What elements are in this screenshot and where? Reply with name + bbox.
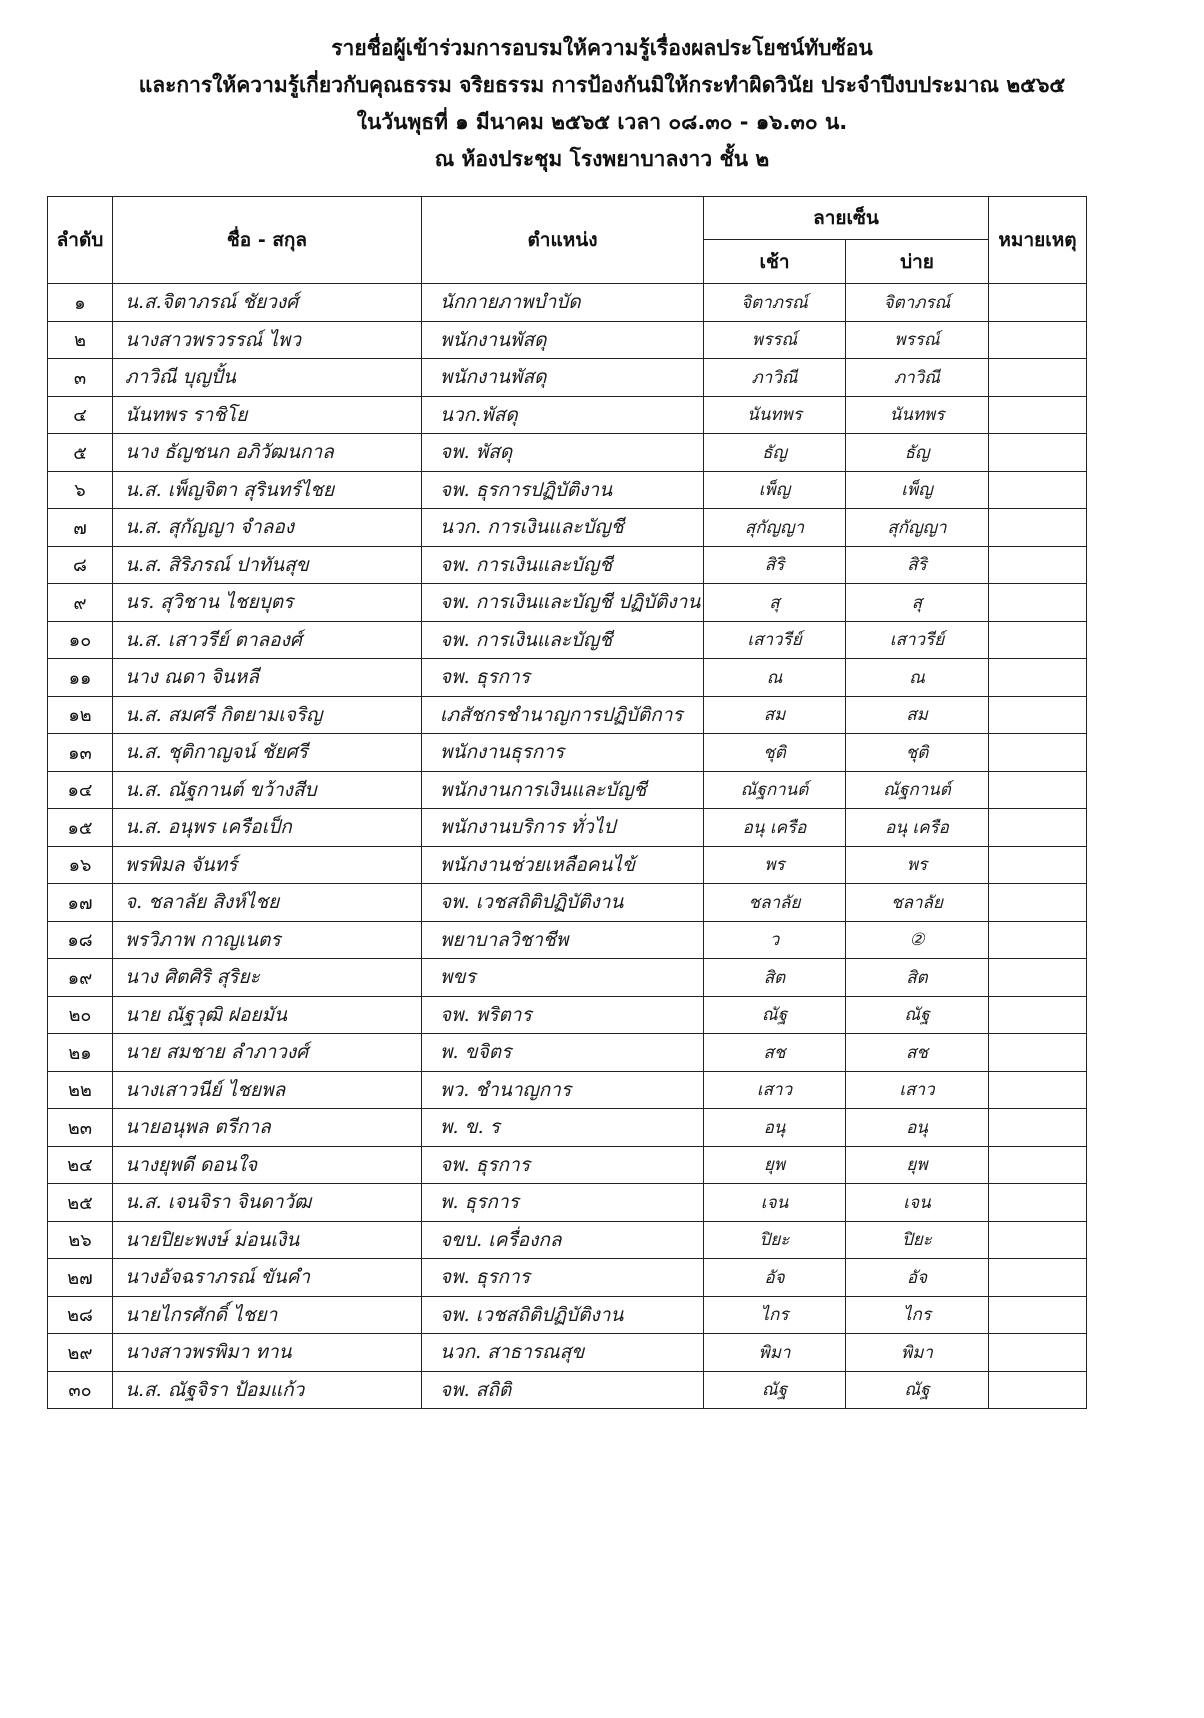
row-position: พ. ธุรการ xyxy=(422,1184,704,1222)
row-name: นางอัจฉราภรณ์ ขันคำ xyxy=(113,1259,422,1297)
row-position: พ. ขจิตร xyxy=(422,1034,704,1072)
row-signature-morning: ภาวิณี xyxy=(704,359,846,397)
table-row xyxy=(47,697,1087,735)
row-position: จพ. พริตาร xyxy=(422,997,704,1035)
row-signature-afternoon: อัจ xyxy=(846,1259,989,1297)
table-row xyxy=(47,997,1087,1035)
row-remarks xyxy=(989,1297,1087,1335)
header-morning: เช้า xyxy=(704,240,846,284)
row-name: นายไกรศักดิ์ ไชยา xyxy=(113,1297,422,1335)
row-number: ๑๗ xyxy=(47,884,113,922)
row-position: เภสัชกรชำนาญการปฏิบัติการ xyxy=(422,697,704,735)
row-name: น.ส. ชุติกาญจน์ ชัยศรี xyxy=(113,734,422,772)
table-row xyxy=(47,922,1087,960)
row-position: จพ. ธุรการปฏิบัติงาน xyxy=(422,472,704,510)
row-signature-morning: ณัฐกานต์ xyxy=(704,772,846,810)
title-line-2: และการให้ความรู้เกี่ยวกับคุณธรรม จริยธรรม การป้องกันมิให้กระทำผิดวินัย ประจำปีงบประมาณ ๒๕๖๕ xyxy=(138,73,1066,97)
row-name: นาย ณัฐวุฒิ ฝอยมัน xyxy=(113,997,422,1035)
row-number: ๑๓ xyxy=(47,734,113,772)
table-row xyxy=(47,1297,1087,1335)
row-signature-morning: พิมา xyxy=(704,1334,846,1372)
row-remarks xyxy=(989,509,1087,547)
row-remarks xyxy=(989,359,1087,397)
row-name: พรพิมล จันทร์ xyxy=(113,847,422,885)
row-signature-morning: ไกร xyxy=(704,1297,846,1335)
table-row xyxy=(47,509,1087,547)
row-name: นายปิยะพงษ์ ม่อนเงิน xyxy=(113,1222,422,1260)
row-signature-afternoon: สุ xyxy=(846,584,989,622)
row-remarks xyxy=(989,809,1087,847)
table-row xyxy=(47,397,1087,435)
table-row xyxy=(47,322,1087,360)
row-position: พนักงานพัสดุ xyxy=(422,322,704,360)
row-number: ๒๐ xyxy=(47,997,113,1035)
row-signature-morning: อนุ เครือ xyxy=(704,809,846,847)
table-row xyxy=(47,1034,1087,1072)
row-signature-morning: สุ xyxy=(704,584,846,622)
row-signature-morning: ยุพ xyxy=(704,1147,846,1185)
table-header xyxy=(47,196,1087,284)
row-name: น.ส. สุกัญญา จำลอง xyxy=(113,509,422,547)
row-signature-afternoon: ② xyxy=(846,922,989,960)
row-position: นวก. การเงินและบัญชี xyxy=(422,509,704,547)
row-name: นาง ณดา จินหลี xyxy=(113,659,422,697)
row-name: นาง ศิตศิริ สุริยะ xyxy=(113,959,422,997)
row-number: ๑๐ xyxy=(47,622,113,660)
header-name: ชื่อ - สกุล xyxy=(113,197,422,284)
row-position: นวก. สาธารณสุข xyxy=(422,1334,704,1372)
row-remarks xyxy=(989,1334,1087,1372)
row-signature-afternoon: พร xyxy=(846,847,989,885)
row-name: นร. สุวิชาน ไชยบุตร xyxy=(113,584,422,622)
header-position: ตำแหน่ง xyxy=(422,197,704,284)
row-position: จพ. การเงินและบัญชี xyxy=(422,622,704,660)
table-row xyxy=(47,1334,1087,1372)
table-row xyxy=(47,434,1087,472)
table-row xyxy=(47,1222,1087,1260)
row-signature-morning: ชุติ xyxy=(704,734,846,772)
row-name: นางสาวพรพิมา ทาน xyxy=(113,1334,422,1372)
row-signature-morning: พร xyxy=(704,847,846,885)
row-number: ๑๙ xyxy=(47,959,113,997)
row-name: น.ส. สิริภรณ์ ปาทันสุข xyxy=(113,547,422,585)
table-row xyxy=(47,284,1087,322)
row-signature-morning: ณัฐ xyxy=(704,1372,846,1410)
row-remarks xyxy=(989,1147,1087,1185)
row-position: นักกายภาพบำบัด xyxy=(422,284,704,322)
header-signature-sub xyxy=(704,240,989,284)
table-row xyxy=(47,809,1087,847)
row-signature-afternoon: สิริ xyxy=(846,547,989,585)
row-number: ๒ xyxy=(47,322,113,360)
row-name: น.ส. เจนจิรา จินดาวัฒ xyxy=(113,1184,422,1222)
table-row xyxy=(47,847,1087,885)
row-position: พนักงานช่วยเหลือคนไข้ xyxy=(422,847,704,885)
row-remarks xyxy=(989,397,1087,435)
row-name: จ. ชลาลัย สิงห์ไชย xyxy=(113,884,422,922)
row-name: น.ส. สมศรี กิตยามเจริญ xyxy=(113,697,422,735)
row-remarks xyxy=(989,1184,1087,1222)
row-signature-morning: สช xyxy=(704,1034,846,1072)
row-position: นวก.พัสดุ xyxy=(422,397,704,435)
table-row xyxy=(47,622,1087,660)
table-row xyxy=(47,1109,1087,1147)
row-remarks xyxy=(989,584,1087,622)
row-signature-morning: ปิยะ xyxy=(704,1222,846,1260)
row-name: น.ส. เพ็ญจิตา สุรินทร์ไชย xyxy=(113,472,422,510)
row-signature-afternoon: นันทพร xyxy=(846,397,989,435)
row-remarks xyxy=(989,997,1087,1035)
row-position: พนักงานพัสดุ xyxy=(422,359,704,397)
title-line-4: ณ ห้องประชุม โรงพยาบาลงาว ชั้น ๒ xyxy=(434,147,770,171)
table-row xyxy=(47,584,1087,622)
row-remarks xyxy=(989,1109,1087,1147)
row-signature-morning: สิต xyxy=(704,959,846,997)
row-remarks xyxy=(989,1072,1087,1110)
table-body xyxy=(47,284,1087,1409)
row-signature-morning: อัจ xyxy=(704,1259,846,1297)
row-signature-morning: เจน xyxy=(704,1184,846,1222)
row-signature-afternoon: พิมา xyxy=(846,1334,989,1372)
row-number: ๒๒ xyxy=(47,1072,113,1110)
row-name: พรวิภาพ กาญเนตร xyxy=(113,922,422,960)
title-line-3: ในวันพุธที่ ๑ มีนาคม ๒๕๖๕ เวลา ๐๘.๓๐ - ๑๖.๓๐ น. xyxy=(356,110,848,134)
row-remarks xyxy=(989,659,1087,697)
row-remarks xyxy=(989,1259,1087,1297)
header-afternoon: บ่าย xyxy=(846,240,989,284)
row-position: พ. ข. ร xyxy=(422,1109,704,1147)
row-signature-morning: จิตาภรณ์ xyxy=(704,284,846,322)
row-signature-afternoon: เพ็ญ xyxy=(846,472,989,510)
row-signature-afternoon: ยุพ xyxy=(846,1147,989,1185)
row-name: ภาวิณี บุญปั้น xyxy=(113,359,422,397)
row-position: จพ. พัสดุ xyxy=(422,434,704,472)
row-remarks xyxy=(989,847,1087,885)
table-row xyxy=(47,1184,1087,1222)
row-number: ๒๖ xyxy=(47,1222,113,1260)
row-name: นายอนุพล ตรีกาล xyxy=(113,1109,422,1147)
table-row xyxy=(47,772,1087,810)
row-signature-morning: นันทพร xyxy=(704,397,846,435)
document-header xyxy=(0,30,1204,178)
row-remarks xyxy=(989,734,1087,772)
row-signature-afternoon: ณัฐ xyxy=(846,1372,989,1410)
row-number: ๑๒ xyxy=(47,697,113,735)
row-number: ๗ xyxy=(47,509,113,547)
row-remarks xyxy=(989,1372,1087,1410)
row-number: ๒๓ xyxy=(47,1109,113,1147)
row-position: จพ. ธุรการ xyxy=(422,1259,704,1297)
table-row xyxy=(47,959,1087,997)
row-signature-morning: เสาวรีย์ xyxy=(704,622,846,660)
row-signature-morning: สม xyxy=(704,697,846,735)
row-number: ๒๗ xyxy=(47,1259,113,1297)
row-signature-morning: สิริ xyxy=(704,547,846,585)
row-position: จพ. เวชสถิติปฏิบัติงาน xyxy=(422,1297,704,1335)
row-position: จพ. ธุรการ xyxy=(422,1147,704,1185)
row-remarks xyxy=(989,697,1087,735)
row-position: พขร xyxy=(422,959,704,997)
header-signature: ลายเซ็น xyxy=(704,197,989,240)
row-remarks xyxy=(989,922,1087,960)
row-number: ๔ xyxy=(47,397,113,435)
row-number: ๑๕ xyxy=(47,809,113,847)
row-remarks xyxy=(989,1222,1087,1260)
row-signature-afternoon: เสาว xyxy=(846,1072,989,1110)
row-number: ๕ xyxy=(47,434,113,472)
row-number: ๖ xyxy=(47,472,113,510)
row-signature-morning: เพ็ญ xyxy=(704,472,846,510)
row-signature-afternoon: ชุติ xyxy=(846,734,989,772)
table-row xyxy=(47,734,1087,772)
row-position: จพ. ธุรการ xyxy=(422,659,704,697)
header-remarks: หมายเหตุ xyxy=(989,197,1087,284)
row-name: นางเสาวนีย์ ไชยพล xyxy=(113,1072,422,1110)
table-row xyxy=(47,1259,1087,1297)
row-remarks xyxy=(989,322,1087,360)
row-signature-afternoon: ภาวิณี xyxy=(846,359,989,397)
table-row xyxy=(47,1072,1087,1110)
row-signature-afternoon: จิตาภรณ์ xyxy=(846,284,989,322)
row-remarks xyxy=(989,472,1087,510)
row-signature-afternoon: พรรณ์ xyxy=(846,322,989,360)
row-number: ๑๔ xyxy=(47,772,113,810)
row-number: ๑ xyxy=(47,284,113,322)
row-remarks xyxy=(989,772,1087,810)
header-signature-group xyxy=(704,197,989,284)
row-name: นาย สมชาย ลำภาวงศ์ xyxy=(113,1034,422,1072)
attendance-table xyxy=(47,196,1087,1409)
header-no: ลำดับ xyxy=(47,197,113,284)
row-position: พนักงานธุรการ xyxy=(422,734,704,772)
row-signature-afternoon: สิต xyxy=(846,959,989,997)
row-number: ๒๔ xyxy=(47,1147,113,1185)
row-signature-afternoon: สุกัญญา xyxy=(846,509,989,547)
row-remarks xyxy=(989,959,1087,997)
row-name: นางยุพดี ดอนใจ xyxy=(113,1147,422,1185)
table-row xyxy=(47,359,1087,397)
row-position: จพ. การเงินและบัญชี xyxy=(422,547,704,585)
row-number: ๒๙ xyxy=(47,1334,113,1372)
row-signature-morning: ว xyxy=(704,922,846,960)
row-remarks xyxy=(989,547,1087,585)
row-remarks xyxy=(989,284,1087,322)
table-row xyxy=(47,659,1087,697)
row-name: น.ส. ณัฐจิรา ป้อมแก้ว xyxy=(113,1372,422,1410)
row-number: ๓ xyxy=(47,359,113,397)
row-name: นางสาวพรวรรณ์ ไพว xyxy=(113,322,422,360)
row-name: น.ส. เสาวรีย์ ตาลองศ์ xyxy=(113,622,422,660)
row-remarks xyxy=(989,622,1087,660)
row-number: ๘ xyxy=(47,547,113,585)
row-position: พว. ชำนาญการ xyxy=(422,1072,704,1110)
row-signature-afternoon: ปิยะ xyxy=(846,1222,989,1260)
row-signature-afternoon: ณ xyxy=(846,659,989,697)
row-name: นาง ธัญชนก อภิวัฒนกาล xyxy=(113,434,422,472)
row-position: จพ. การเงินและบัญชี ปฏิบัติงาน xyxy=(422,584,704,622)
table-row xyxy=(47,1372,1087,1410)
row-signature-afternoon: สม xyxy=(846,697,989,735)
row-position: พนักงานบริการ ทั่วไป xyxy=(422,809,704,847)
row-position: จขบ. เครื่องกล xyxy=(422,1222,704,1260)
row-position: จพ. สถิติ xyxy=(422,1372,704,1410)
row-number: ๑๑ xyxy=(47,659,113,697)
row-position: พยาบาลวิชาชีพ xyxy=(422,922,704,960)
row-signature-afternoon: อนุ xyxy=(846,1109,989,1147)
row-remarks xyxy=(989,434,1087,472)
row-position: พนักงานการเงินและบัญชี xyxy=(422,772,704,810)
table-row xyxy=(47,884,1087,922)
title-line-1: รายชื่อผู้เข้าร่วมการอบรมให้ความรู้เรื่องผลประโยชน์ทับซ้อน xyxy=(331,36,873,60)
row-signature-afternoon: ไกร xyxy=(846,1297,989,1335)
row-name: น.ส.จิตาภรณ์ ชัยวงศ์ xyxy=(113,284,422,322)
table-row xyxy=(47,547,1087,585)
row-signature-afternoon: สช xyxy=(846,1034,989,1072)
row-signature-afternoon: ชลาลัย xyxy=(846,884,989,922)
row-number: ๑๘ xyxy=(47,922,113,960)
row-number: ๒๕ xyxy=(47,1184,113,1222)
table-row xyxy=(47,1147,1087,1185)
row-signature-morning: พรรณ์ xyxy=(704,322,846,360)
row-number: ๒๑ xyxy=(47,1034,113,1072)
row-signature-afternoon: เจน xyxy=(846,1184,989,1222)
row-signature-afternoon: เสาวรีย์ xyxy=(846,622,989,660)
row-signature-afternoon: อนุ เครือ xyxy=(846,809,989,847)
row-signature-morning: ชลาลัย xyxy=(704,884,846,922)
row-number: ๑๖ xyxy=(47,847,113,885)
row-signature-morning: ณ xyxy=(704,659,846,697)
row-number: ๒๘ xyxy=(47,1297,113,1335)
row-position: จพ. เวชสถิติปฏิบัติงาน xyxy=(422,884,704,922)
row-remarks xyxy=(989,1034,1087,1072)
row-name: น.ส. ณัฐกานต์ ขว้างสีบ xyxy=(113,772,422,810)
row-remarks xyxy=(989,884,1087,922)
row-signature-afternoon: ณัฐ xyxy=(846,997,989,1035)
row-signature-afternoon: ณัฐกานต์ xyxy=(846,772,989,810)
row-name: น.ส. อนุพร เครือเป็ก xyxy=(113,809,422,847)
row-signature-morning: ธัญ xyxy=(704,434,846,472)
row-name: นันทพร ราชิโย xyxy=(113,397,422,435)
row-number: ๙ xyxy=(47,584,113,622)
row-signature-morning: เสาว xyxy=(704,1072,846,1110)
row-number: ๓๐ xyxy=(47,1372,113,1410)
row-signature-afternoon: ธัญ xyxy=(846,434,989,472)
table-row xyxy=(47,472,1087,510)
row-signature-morning: อนุ xyxy=(704,1109,846,1147)
row-signature-morning: ณัฐ xyxy=(704,997,846,1035)
row-signature-morning: สุกัญญา xyxy=(704,509,846,547)
